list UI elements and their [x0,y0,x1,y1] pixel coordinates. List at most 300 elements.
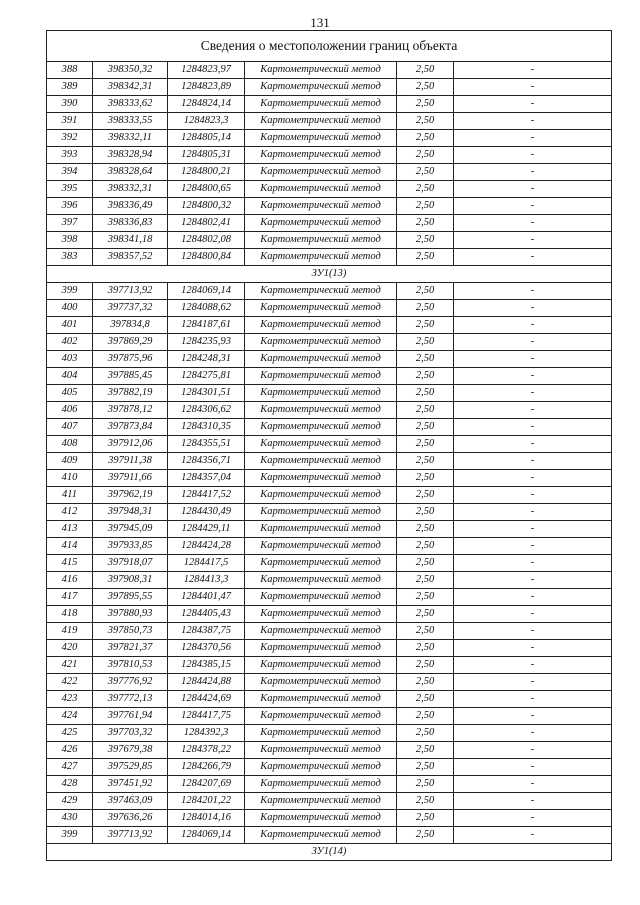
y-coordinate-cell: 1284248,31 [168,351,245,368]
table-row [47,249,612,266]
y-coordinate-cell: 1284266,79 [168,759,245,776]
note-cell: - [454,62,612,79]
table-row [47,640,612,657]
table-row [47,487,612,504]
table-row [47,147,612,164]
y-coordinate-cell: 1284805,14 [168,130,245,147]
table-row [47,521,612,538]
x-coordinate-cell: 398328,64 [93,164,168,181]
precision-cell: 2,50 [397,606,454,623]
x-coordinate-cell: 397850,73 [93,623,168,640]
y-coordinate-cell: 1284800,32 [168,198,245,215]
y-coordinate-cell: 1284069,14 [168,283,245,300]
precision-cell: 2,50 [397,436,454,453]
method-cell: Картометрический метод [245,708,397,725]
table-row [47,62,612,79]
note-cell: - [454,385,612,402]
note-cell: - [454,640,612,657]
table-row [47,419,612,436]
note-cell: - [454,334,612,351]
method-cell: Картометрический метод [245,334,397,351]
x-coordinate-cell: 397885,45 [93,368,168,385]
table-row [47,827,612,844]
method-cell: Картометрический метод [245,164,397,181]
note-cell: - [454,572,612,589]
note-cell: - [454,606,612,623]
method-cell: Картометрический метод [245,402,397,419]
precision-cell: 2,50 [397,487,454,504]
table-row [47,623,612,640]
point-number-cell: 413 [47,521,93,538]
x-coordinate-cell: 397834,8 [93,317,168,334]
method-cell: Картометрический метод [245,810,397,827]
precision-cell: 2,50 [397,300,454,317]
y-coordinate-cell: 1284355,51 [168,436,245,453]
precision-cell: 2,50 [397,62,454,79]
note-cell: - [454,96,612,113]
table-row [47,130,612,147]
precision-cell: 2,50 [397,181,454,198]
precision-cell: 2,50 [397,674,454,691]
x-coordinate-cell: 397880,93 [93,606,168,623]
y-coordinate-cell: 1284417,75 [168,708,245,725]
x-coordinate-cell: 397703,32 [93,725,168,742]
table-row [47,79,612,96]
precision-cell: 2,50 [397,691,454,708]
precision-cell: 2,50 [397,538,454,555]
x-coordinate-cell: 397451,92 [93,776,168,793]
point-number-cell: 421 [47,657,93,674]
precision-cell: 2,50 [397,555,454,572]
point-number-cell: 410 [47,470,93,487]
x-coordinate-cell: 398357,52 [93,249,168,266]
table-row [47,742,612,759]
table-title-row [47,31,612,62]
point-number-cell: 418 [47,606,93,623]
point-number-cell: 414 [47,538,93,555]
x-coordinate-cell: 397873,84 [93,419,168,436]
precision-cell: 2,50 [397,351,454,368]
y-coordinate-cell: 1284357,04 [168,470,245,487]
point-number-cell: 383 [47,249,93,266]
x-coordinate-cell: 397875,96 [93,351,168,368]
precision-cell: 2,50 [397,317,454,334]
point-number-cell: 402 [47,334,93,351]
y-coordinate-cell: 1284069,14 [168,827,245,844]
y-coordinate-cell: 1284387,75 [168,623,245,640]
table-row [47,283,612,300]
note-cell: - [454,487,612,504]
precision-cell: 2,50 [397,742,454,759]
precision-cell: 2,50 [397,198,454,215]
y-coordinate-cell: 1284823,97 [168,62,245,79]
y-coordinate-cell: 1284378,22 [168,742,245,759]
table-row [47,555,612,572]
y-coordinate-cell: 1284800,84 [168,249,245,266]
note-cell: - [454,691,612,708]
precision-cell: 2,50 [397,793,454,810]
note-cell: - [454,283,612,300]
precision-cell: 2,50 [397,589,454,606]
y-coordinate-cell: 1284430,49 [168,504,245,521]
table-row [47,385,612,402]
x-coordinate-cell: 397776,92 [93,674,168,691]
method-cell: Картометрический метод [245,470,397,487]
y-coordinate-cell: 1284800,65 [168,181,245,198]
x-coordinate-cell: 397911,66 [93,470,168,487]
table-row [47,113,612,130]
precision-cell: 2,50 [397,164,454,181]
note-cell: - [454,130,612,147]
x-coordinate-cell: 397948,31 [93,504,168,521]
x-coordinate-cell: 398328,94 [93,147,168,164]
x-coordinate-cell: 397529,85 [93,759,168,776]
point-number-cell: 397 [47,215,93,232]
table-title: Сведения о местоположении границ объекта [47,31,612,62]
x-coordinate-cell: 397882,19 [93,385,168,402]
table-row [47,657,612,674]
point-number-cell: 392 [47,130,93,147]
note-cell: - [454,368,612,385]
precision-cell: 2,50 [397,725,454,742]
point-number-cell: 412 [47,504,93,521]
note-cell: - [454,725,612,742]
method-cell: Картометрический метод [245,300,397,317]
x-coordinate-cell: 398336,83 [93,215,168,232]
note-cell: - [454,351,612,368]
method-cell: Картометрический метод [245,827,397,844]
table-row [47,198,612,215]
y-coordinate-cell: 1284385,15 [168,657,245,674]
table-row [47,300,612,317]
note-cell: - [454,708,612,725]
point-number-cell: 411 [47,487,93,504]
method-cell: Картометрический метод [245,283,397,300]
method-cell: Картометрический метод [245,96,397,113]
x-coordinate-cell: 397821,37 [93,640,168,657]
x-coordinate-cell: 397810,53 [93,657,168,674]
x-coordinate-cell: 397895,55 [93,589,168,606]
method-cell: Картометрический метод [245,776,397,793]
boundary-table-body [47,31,612,861]
method-cell: Картометрический метод [245,504,397,521]
note-cell: - [454,589,612,606]
precision-cell: 2,50 [397,334,454,351]
note-cell: - [454,759,612,776]
method-cell: Картометрический метод [245,453,397,470]
table-row [47,708,612,725]
note-cell: - [454,249,612,266]
y-coordinate-cell: 1284424,69 [168,691,245,708]
table-row [47,164,612,181]
precision-cell: 2,50 [397,453,454,470]
method-cell: Картометрический метод [245,351,397,368]
method-cell: Картометрический метод [245,725,397,742]
note-cell: - [454,470,612,487]
method-cell: Картометрический метод [245,385,397,402]
y-coordinate-cell: 1284401,47 [168,589,245,606]
note-cell: - [454,436,612,453]
note-cell: - [454,453,612,470]
point-number-cell: 398 [47,232,93,249]
note-cell: - [454,674,612,691]
precision-cell: 2,50 [397,640,454,657]
x-coordinate-cell: 397878,12 [93,402,168,419]
y-coordinate-cell: 1284429,11 [168,521,245,538]
method-cell: Картометрический метод [245,198,397,215]
y-coordinate-cell: 1284301,51 [168,385,245,402]
point-number-cell: 423 [47,691,93,708]
point-number-cell: 424 [47,708,93,725]
point-number-cell: 428 [47,776,93,793]
method-cell: Картометрический метод [245,79,397,96]
point-number-cell: 429 [47,793,93,810]
y-coordinate-cell: 1284370,56 [168,640,245,657]
point-number-cell: 395 [47,181,93,198]
precision-cell: 2,50 [397,623,454,640]
note-cell: - [454,521,612,538]
note-cell: - [454,827,612,844]
x-coordinate-cell: 398332,11 [93,130,168,147]
section-header-row [47,844,612,861]
table-row [47,368,612,385]
y-coordinate-cell: 1284413,3 [168,572,245,589]
point-number-cell: 396 [47,198,93,215]
point-number-cell: 401 [47,317,93,334]
precision-cell: 2,50 [397,79,454,96]
point-number-cell: 390 [47,96,93,113]
note-cell: - [454,623,612,640]
point-number-cell: 405 [47,385,93,402]
note-cell: - [454,793,612,810]
x-coordinate-cell: 397713,92 [93,827,168,844]
section-label: ЗУ1(14) [47,844,612,861]
note-cell: - [454,402,612,419]
method-cell: Картометрический метод [245,436,397,453]
y-coordinate-cell: 1284207,69 [168,776,245,793]
precision-cell: 2,50 [397,504,454,521]
point-number-cell: 408 [47,436,93,453]
x-coordinate-cell: 397918,07 [93,555,168,572]
y-coordinate-cell: 1284800,21 [168,164,245,181]
x-coordinate-cell: 398350,32 [93,62,168,79]
table-row [47,402,612,419]
y-coordinate-cell: 1284187,61 [168,317,245,334]
x-coordinate-cell: 397911,38 [93,453,168,470]
table-row [47,793,612,810]
point-number-cell: 407 [47,419,93,436]
method-cell: Картометрический метод [245,657,397,674]
y-coordinate-cell: 1284310,35 [168,419,245,436]
table-row [47,691,612,708]
point-number-cell: 399 [47,283,93,300]
precision-cell: 2,50 [397,572,454,589]
point-number-cell: 404 [47,368,93,385]
point-number-cell: 394 [47,164,93,181]
table-row [47,317,612,334]
table-row [47,232,612,249]
table-row [47,96,612,113]
y-coordinate-cell: 1284424,88 [168,674,245,691]
note-cell: - [454,147,612,164]
x-coordinate-cell: 398336,49 [93,198,168,215]
note-cell: - [454,555,612,572]
y-coordinate-cell: 1284802,08 [168,232,245,249]
boundary-table [46,30,612,861]
y-coordinate-cell: 1284823,3 [168,113,245,130]
table-row [47,351,612,368]
method-cell: Картометрический метод [245,130,397,147]
y-coordinate-cell: 1284824,14 [168,96,245,113]
precision-cell: 2,50 [397,402,454,419]
precision-cell: 2,50 [397,759,454,776]
precision-cell: 2,50 [397,130,454,147]
note-cell: - [454,810,612,827]
precision-cell: 2,50 [397,827,454,844]
note-cell: - [454,657,612,674]
y-coordinate-cell: 1284088,62 [168,300,245,317]
point-number-cell: 389 [47,79,93,96]
precision-cell: 2,50 [397,147,454,164]
point-number-cell: 430 [47,810,93,827]
x-coordinate-cell: 397713,92 [93,283,168,300]
method-cell: Картометрический метод [245,606,397,623]
precision-cell: 2,50 [397,470,454,487]
table-row [47,504,612,521]
section-header-row [47,266,612,283]
point-number-cell: 415 [47,555,93,572]
method-cell: Картометрический метод [245,589,397,606]
method-cell: Картометрический метод [245,215,397,232]
x-coordinate-cell: 398342,31 [93,79,168,96]
precision-cell: 2,50 [397,215,454,232]
point-number-cell: 426 [47,742,93,759]
table-row [47,674,612,691]
table-row [47,759,612,776]
method-cell: Картометрический метод [245,759,397,776]
method-cell: Картометрический метод [245,113,397,130]
precision-cell: 2,50 [397,113,454,130]
point-number-cell: 422 [47,674,93,691]
y-coordinate-cell: 1284306,62 [168,402,245,419]
precision-cell: 2,50 [397,708,454,725]
method-cell: Картометрический метод [245,487,397,504]
x-coordinate-cell: 397636,26 [93,810,168,827]
note-cell: - [454,317,612,334]
y-coordinate-cell: 1284405,43 [168,606,245,623]
note-cell: - [454,232,612,249]
note-cell: - [454,300,612,317]
y-coordinate-cell: 1284201,22 [168,793,245,810]
point-number-cell: 399 [47,827,93,844]
table-row [47,215,612,232]
note-cell: - [454,198,612,215]
method-cell: Картометрический метод [245,640,397,657]
note-cell: - [454,419,612,436]
point-number-cell: 393 [47,147,93,164]
note-cell: - [454,79,612,96]
note-cell: - [454,113,612,130]
table-row [47,606,612,623]
precision-cell: 2,50 [397,368,454,385]
x-coordinate-cell: 398341,18 [93,232,168,249]
table-row [47,589,612,606]
note-cell: - [454,742,612,759]
x-coordinate-cell: 398333,55 [93,113,168,130]
x-coordinate-cell: 397869,29 [93,334,168,351]
precision-cell: 2,50 [397,810,454,827]
method-cell: Картометрический метод [245,147,397,164]
x-coordinate-cell: 398332,31 [93,181,168,198]
y-coordinate-cell: 1284424,28 [168,538,245,555]
point-number-cell: 416 [47,572,93,589]
x-coordinate-cell: 397737,32 [93,300,168,317]
precision-cell: 2,50 [397,521,454,538]
method-cell: Картометрический метод [245,521,397,538]
precision-cell: 2,50 [397,96,454,113]
x-coordinate-cell: 397908,31 [93,572,168,589]
table-row [47,776,612,793]
x-coordinate-cell: 398333,62 [93,96,168,113]
note-cell: - [454,164,612,181]
method-cell: Картометрический метод [245,623,397,640]
x-coordinate-cell: 397945,09 [93,521,168,538]
x-coordinate-cell: 397962,19 [93,487,168,504]
precision-cell: 2,50 [397,283,454,300]
method-cell: Картометрический метод [245,317,397,334]
method-cell: Картометрический метод [245,368,397,385]
precision-cell: 2,50 [397,232,454,249]
note-cell: - [454,776,612,793]
y-coordinate-cell: 1284392,3 [168,725,245,742]
point-number-cell: 419 [47,623,93,640]
x-coordinate-cell: 397463,09 [93,793,168,810]
y-coordinate-cell: 1284235,93 [168,334,245,351]
point-number-cell: 403 [47,351,93,368]
table-row [47,572,612,589]
precision-cell: 2,50 [397,419,454,436]
y-coordinate-cell: 1284417,5 [168,555,245,572]
point-number-cell: 400 [47,300,93,317]
y-coordinate-cell: 1284802,41 [168,215,245,232]
x-coordinate-cell: 397912,06 [93,436,168,453]
method-cell: Картометрический метод [245,181,397,198]
method-cell: Картометрический метод [245,691,397,708]
method-cell: Картометрический метод [245,555,397,572]
method-cell: Картометрический метод [245,232,397,249]
point-number-cell: 388 [47,62,93,79]
point-number-cell: 406 [47,402,93,419]
method-cell: Картометрический метод [245,674,397,691]
x-coordinate-cell: 397761,94 [93,708,168,725]
y-coordinate-cell: 1284805,31 [168,147,245,164]
method-cell: Картометрический метод [245,249,397,266]
note-cell: - [454,181,612,198]
point-number-cell: 391 [47,113,93,130]
y-coordinate-cell: 1284356,71 [168,453,245,470]
y-coordinate-cell: 1284014,16 [168,810,245,827]
y-coordinate-cell: 1284417,52 [168,487,245,504]
precision-cell: 2,50 [397,249,454,266]
y-coordinate-cell: 1284823,89 [168,79,245,96]
section-label: ЗУ1(13) [47,266,612,283]
page-number: 131 [310,15,330,30]
method-cell: Картометрический метод [245,572,397,589]
x-coordinate-cell: 397772,13 [93,691,168,708]
table-row [47,725,612,742]
note-cell: - [454,215,612,232]
method-cell: Картометрический метод [245,793,397,810]
